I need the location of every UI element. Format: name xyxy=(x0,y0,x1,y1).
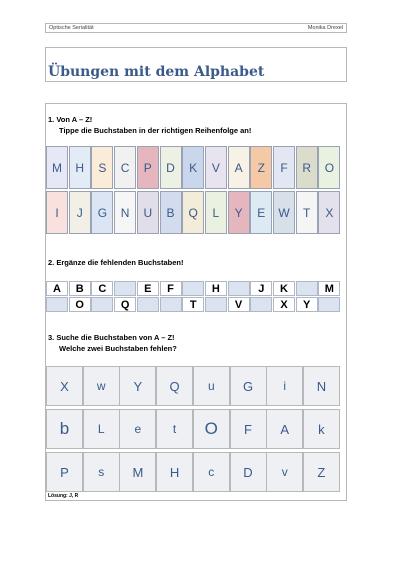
letter-tile[interactable]: R xyxy=(296,146,318,189)
page-title: Übungen mit dem Alphabet xyxy=(48,64,265,80)
task1-line1: 1. Von A – Z! xyxy=(48,115,93,124)
search-letter-cell[interactable]: F xyxy=(230,409,267,449)
letter-grid-search xyxy=(46,366,340,493)
blank-letter-cell[interactable] xyxy=(250,297,272,312)
blank-letter-cell[interactable] xyxy=(160,297,182,312)
search-letter-cell[interactable]: v xyxy=(266,452,303,492)
search-letter-cell[interactable]: i xyxy=(266,366,303,406)
blank-letter-cell[interactable] xyxy=(114,281,136,296)
letter-tile[interactable]: B xyxy=(160,191,182,234)
blank-letter-cell[interactable] xyxy=(182,281,204,296)
search-letter-cell[interactable]: M xyxy=(119,452,156,492)
letter-tile[interactable]: C xyxy=(114,146,136,189)
given-letter-cell: B xyxy=(69,281,91,296)
blank-letter-cell[interactable] xyxy=(205,297,227,312)
letter-tile[interactable]: J xyxy=(69,191,91,234)
search-letter-cell[interactable]: t xyxy=(156,409,193,449)
letter-tile[interactable]: S xyxy=(91,146,113,189)
letter-tile[interactable]: M xyxy=(46,146,68,189)
search-letter-cell[interactable]: D xyxy=(230,452,267,492)
blank-letter-cell[interactable] xyxy=(46,297,68,312)
letter-tile[interactable]: D xyxy=(160,146,182,189)
search-letter-cell[interactable]: e xyxy=(119,409,156,449)
letter-tile[interactable]: X xyxy=(318,191,340,234)
search-letter-cell[interactable]: Z xyxy=(303,452,340,492)
blank-letter-cell[interactable] xyxy=(137,297,159,312)
given-letter-cell: C xyxy=(91,281,113,296)
letter-tile[interactable]: A xyxy=(228,146,250,189)
letter-tile[interactable]: Q xyxy=(182,191,204,234)
letter-tile[interactable]: L xyxy=(205,191,227,234)
search-letter-cell[interactable]: Q xyxy=(156,366,193,406)
letter-tile[interactable]: Z xyxy=(250,146,272,189)
search-letter-cell[interactable]: N xyxy=(303,366,340,406)
search-letter-cell[interactable]: L xyxy=(83,409,120,449)
task2-line1: 2. Ergänze die fehlenden Buchstaben! xyxy=(48,258,184,267)
search-letter-cell[interactable]: P xyxy=(46,452,83,492)
letter-tile[interactable]: E xyxy=(250,191,272,234)
given-letter-cell: H xyxy=(205,281,227,296)
given-letter-cell: T xyxy=(182,297,204,312)
task2-instructions xyxy=(48,257,183,268)
solution-text: Lösung: J, R xyxy=(48,493,79,499)
letter-tile[interactable]: I xyxy=(46,191,68,234)
given-letter-cell: Y xyxy=(296,297,318,312)
search-letter-cell[interactable]: c xyxy=(193,452,230,492)
letter-tile[interactable]: G xyxy=(91,191,113,234)
header-left: Optische Serialität xyxy=(49,25,94,31)
task1-line2: Tippe die Buchstaben in der richtigen Reihenfolge an! xyxy=(59,126,252,135)
letter-tile[interactable]: U xyxy=(137,191,159,234)
search-letter-cell[interactable]: b xyxy=(46,409,83,449)
given-letter-cell: Q xyxy=(114,297,136,312)
blank-letter-cell[interactable] xyxy=(318,297,340,312)
given-letter-cell: E xyxy=(137,281,159,296)
header-right: Monika Drexel xyxy=(307,25,343,31)
letter-tile[interactable]: K xyxy=(182,146,204,189)
task3-line1: 3. Suche die Buchstaben von A – Z! xyxy=(48,333,175,342)
search-letter-cell[interactable]: H xyxy=(156,452,193,492)
task1-instructions xyxy=(48,114,251,136)
search-letter-cell[interactable]: u xyxy=(193,366,230,406)
task3-instructions xyxy=(48,332,177,354)
task3-line2: Welche zwei Buchstaben fehlen? xyxy=(59,344,177,353)
letter-tile[interactable]: Y xyxy=(228,191,250,234)
letter-tile[interactable]: T xyxy=(296,191,318,234)
given-letter-cell: A xyxy=(46,281,68,296)
given-letter-cell: M xyxy=(318,281,340,296)
search-letter-cell[interactable]: w xyxy=(83,366,120,406)
given-letter-cell: K xyxy=(273,281,295,296)
letter-tile[interactable]: N xyxy=(114,191,136,234)
search-letter-cell[interactable]: G xyxy=(230,366,267,406)
letter-tile[interactable]: W xyxy=(273,191,295,234)
given-letter-cell: F xyxy=(160,281,182,296)
letter-tile[interactable]: O xyxy=(318,146,340,189)
search-letter-cell[interactable]: X xyxy=(46,366,83,406)
letter-grid-ordering xyxy=(46,146,342,236)
search-letter-cell[interactable]: A xyxy=(266,409,303,449)
letter-tile[interactable]: V xyxy=(205,146,227,189)
given-letter-cell: V xyxy=(228,297,250,312)
given-letter-cell: J xyxy=(250,281,272,296)
given-letter-cell: X xyxy=(273,297,295,312)
search-letter-cell[interactable]: O xyxy=(193,409,230,449)
given-letter-cell: O xyxy=(69,297,91,312)
search-letter-cell[interactable]: Y xyxy=(119,366,156,406)
letter-tile[interactable]: H xyxy=(69,146,91,189)
letter-tile[interactable]: P xyxy=(137,146,159,189)
blank-letter-cell[interactable] xyxy=(228,281,250,296)
letter-grid-fill-in xyxy=(46,281,342,312)
blank-letter-cell[interactable] xyxy=(91,297,113,312)
search-letter-cell[interactable]: s xyxy=(83,452,120,492)
page-header xyxy=(45,23,347,33)
letter-tile[interactable]: F xyxy=(273,146,295,189)
blank-letter-cell[interactable] xyxy=(296,281,318,296)
search-letter-cell[interactable]: k xyxy=(303,409,340,449)
